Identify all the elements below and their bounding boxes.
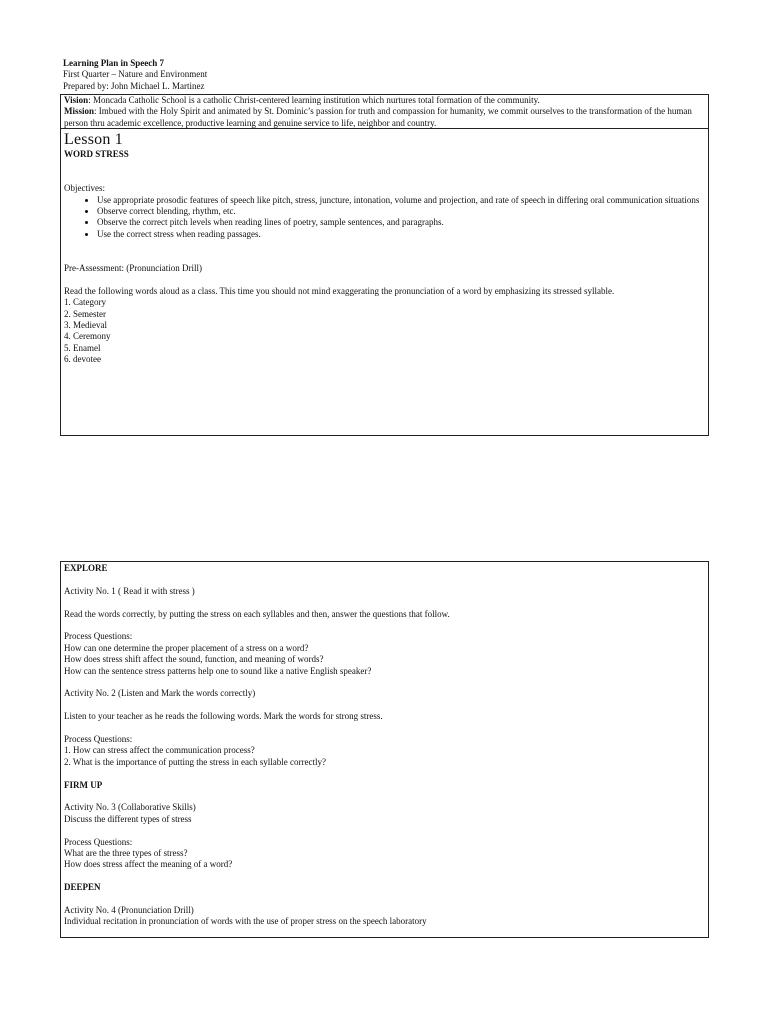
objective-item: • Use appropriate prosodic features of speech like pitch, stress, juncture, intonation, volume and projection, and rate of speech in differing oral communication situations (97, 195, 705, 206)
process-question: How can the sentence stress patterns help one to sound like a native English speaker? (64, 665, 372, 676)
objective-item: • Observe the correct pitch levels when reading lines of poetry, sample sentences, and paragraphs. (97, 217, 705, 228)
pre-assessment-heading: Pre-Assessment: (Pronunciation Drill) (64, 263, 202, 274)
process-question: How does stress shift affect the sound, function, and meaning of words? (64, 654, 324, 665)
activity-1-instruction: Read the words correctly, by putting the stress on each syllables and then, answer the questions that follow. (64, 608, 450, 619)
activity-1-title: Activity No. 1 ( Read it with stress ) (64, 585, 195, 596)
activity-4-instruction: Individual recitation in pronunciation of words with the use of proper stress on the speech laboratory (64, 916, 427, 927)
objective-item: • Observe correct blending, rhythm, etc. (97, 206, 705, 217)
objectives-label: Objectives: (64, 183, 105, 194)
activity-2-title: Activity No. 2 (Listen and Mark the words correctly) (64, 688, 256, 699)
vision-text: : Moncada Catholic School is a catholic Christ-centered learning institution which nurtures total formation of the community. (88, 95, 540, 105)
word-item: 6. devotee (64, 354, 101, 365)
vision-mission-box (60, 94, 709, 129)
lesson-topic: WORD STRESS (64, 149, 129, 159)
document-header (63, 58, 703, 92)
word-item: 5. Enamel (64, 342, 101, 353)
lesson-box (60, 128, 709, 436)
deepen-heading: DEEPEN (64, 882, 101, 893)
process-question: 1. How can stress affect the communication process? (64, 745, 255, 756)
process-question: What are the three types of stress? (64, 848, 188, 859)
process-questions-label: Process Questions: (64, 734, 133, 744)
word-item: 3. Medieval (64, 320, 107, 331)
activity-3-instruction: Discuss the different types of stress (64, 813, 192, 824)
vision-label: Vision (64, 95, 89, 105)
objectives-list (64, 195, 705, 241)
word-item: 4. Ceremony (64, 331, 111, 342)
process-question: How does stress affect the meaning of a word? (64, 859, 233, 870)
process-question: How can one determine the proper placement of a stress on a word? (64, 642, 309, 653)
process-questions-label: Process Questions: (64, 631, 133, 642)
word-item: 2. Semester (64, 308, 106, 319)
explore-box (60, 561, 709, 938)
pre-assessment-instruction: Read the following words aloud as a class. This time you should not mind exaggerating the pronunciation of a word by emphasizing its stressed syllable. (64, 285, 615, 296)
mission-line (64, 106, 705, 129)
objective-item: • Use the correct stress when reading passages. (97, 229, 705, 240)
plan-title: Learning Plan in Speech 7 (63, 58, 165, 68)
activity-2-instruction: Listen to your teacher as he reads the following words. Mark the words for strong stress. (64, 711, 383, 722)
activity-3-title: Activity No. 3 (Collaborative Skills) (64, 802, 196, 813)
word-list (64, 297, 705, 365)
explore-heading: EXPLORE (64, 563, 108, 573)
firm-up-heading: FIRM UP (64, 779, 103, 790)
word-item: 1. Category (64, 297, 106, 308)
process-questions-label: Process Questions: (64, 836, 133, 847)
process-question: 2. What is the importance of putting the stress in each syllable correctly? (64, 756, 327, 767)
prepared-by: Prepared by: John Michael L. Martinez (63, 80, 205, 91)
mission-label: Mission (64, 106, 95, 117)
quarter-line: First Quarter – Nature and Environment (63, 69, 208, 80)
activity-4-title: Activity No. 4 (Pronunciation Drill) (64, 905, 194, 916)
lesson-title: Lesson 1 (64, 131, 123, 148)
vision-line (64, 95, 705, 106)
mission-text: : Imbued with the Holy Spirit and animated by St. Dominic’s passion for truth and compassion for humanity, we commit ourselves to the transformation of the human person thru academic excellence, productive learning and genuine service to life, neighbor and country. (64, 106, 692, 128)
